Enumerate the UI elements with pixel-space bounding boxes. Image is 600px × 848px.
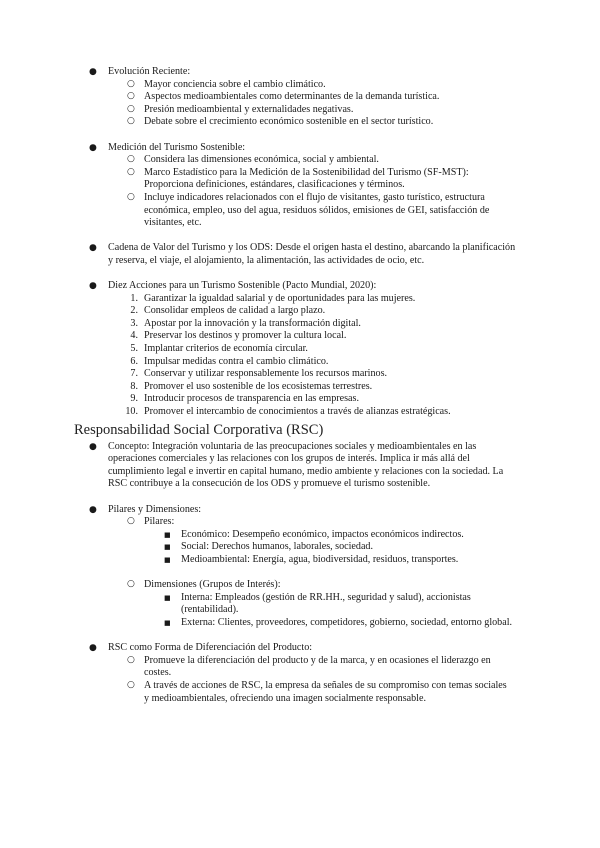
list-item — [0, 617, 600, 630]
concepto-text: Concepto: Integración voluntaria de las preocupaciones sociales y medioambientales en las operaciones comerciales y las relaciones con los grupos de interés. Implica ir más allá del cumplimiento legal e invertir en capital humano, medio ambiente y relaciones con la sociedad. La RSC contribuye a la consecución de los ODS y promueve el turismo sostenible. — [108, 440, 504, 490]
item-text: Conservar y utilizar responsablemente los recursos marinos. — [144, 368, 388, 380]
numbered-item — [0, 318, 600, 331]
bullet-circle-icon: ○ — [127, 154, 135, 165]
item-text: Implantar criterios de economía circular. — [144, 343, 308, 355]
item-number: 6. — [130, 355, 138, 367]
bullet-circle-icon: ○ — [127, 654, 135, 665]
list-item-text: Aspectos medioambientales como determinantes de la demanda turística. — [144, 91, 440, 103]
bullet-circle-icon: ○ — [127, 116, 135, 127]
bullet-circle-icon: ○ — [127, 103, 135, 114]
bullet-disc-icon: ● — [89, 142, 97, 153]
bullet-square-icon: ■ — [164, 618, 171, 627]
section-heading-rsc: Responsabilidad Social Corporativa (RSC) — [74, 421, 324, 438]
bullet-circle-icon: ○ — [127, 191, 135, 202]
cadena-text: Cadena de Valor del Turismo y los ODS: Desde el origen hasta el destino, abarcando la planificación y reserva, el viaje, el alojamiento, la alimentación, las actividades de ocio, etc. — [108, 242, 516, 266]
item-number: 5. — [130, 343, 138, 355]
diferenciacion-title: RSC como Forma de Diferenciación del Producto: — [108, 642, 313, 654]
numbered-item — [0, 381, 600, 394]
item-number: 8. — [130, 380, 138, 392]
item-text: Preservar los destinos y promover la cultura local. — [144, 330, 347, 342]
bullet-disc-icon: ● — [89, 243, 97, 254]
list-item-diez-acciones — [0, 280, 600, 293]
numbered-item — [0, 293, 600, 306]
item-text: Apostar por la innovación y la transformación digital. — [144, 317, 361, 329]
list-item — [0, 91, 600, 104]
list-item-text: Marco Estadístico para la Medición de la Sostenibilidad del Turismo (SF-MST): Proporciona definiciones, estándares, clasificaciones y términos. — [144, 166, 469, 191]
list-item-diferenciacion — [0, 642, 600, 655]
list-item-text: Presión medioambiental y externalidades negativas. — [144, 103, 354, 115]
bullet-circle-icon: ○ — [127, 516, 135, 527]
pilares-dimensiones-title: Pilares y Dimensiones: — [108, 503, 202, 515]
bullet-disc-icon: ● — [89, 643, 97, 654]
list-item-concepto — [0, 441, 600, 491]
bullet-disc-icon: ● — [89, 441, 97, 452]
diez-title: Diez Acciones para un Turismo Sostenible (Pacto Mundial, 2020): — [108, 280, 377, 292]
list-item-text: A través de acciones de RSC, la empresa da señales de su compromiso con temas sociales y medioambientales, ofreciendo una imagen socialmente responsable. — [144, 679, 507, 704]
list-item — [0, 192, 600, 230]
list-item — [0, 592, 600, 617]
bullet-circle-icon: ○ — [127, 679, 135, 690]
bullet-disc-icon: ● — [89, 67, 97, 77]
bullet-circle-icon: ○ — [127, 91, 135, 102]
item-text: Impulsar medidas contra el cambio climático. — [144, 355, 329, 367]
item-number: 1. — [130, 292, 138, 304]
item-number: 7. — [130, 368, 138, 380]
item-text: Promover el uso sostenible de los ecosistemas terrestres. — [144, 380, 373, 392]
item-number: 3. — [130, 317, 138, 329]
evolucion-title: Evolución Reciente: — [108, 66, 191, 77]
list-item-text: Externa: Clientes, proveedores, competidores, gobierno, sociedad, entorno global. — [181, 616, 513, 628]
bullet-square-icon: ■ — [164, 530, 171, 539]
item-text: Garantizar la igualdad salarial y de oportunidades para las mujeres. — [144, 292, 416, 304]
item-number: 2. — [130, 305, 138, 317]
list-item — [0, 529, 600, 542]
list-item-medicion — [0, 142, 600, 155]
bullet-circle-icon: ○ — [127, 579, 135, 590]
bullet-circle-icon: ○ — [127, 78, 135, 89]
list-item — [0, 167, 600, 192]
list-item-text: Interna: Empleados (gestión de RR.HH., seguridad y salud), accionistas (rentabilidad). — [181, 591, 471, 616]
numbered-item — [0, 305, 600, 318]
list-item — [0, 154, 600, 167]
bullet-square-icon: ■ — [164, 593, 171, 602]
list-item-cadena — [0, 242, 600, 267]
list-item-text: Promueve la diferenciación del producto y de la marca, y en ocasiones el liderazgo en costes. — [144, 654, 491, 679]
bullet-disc-icon: ● — [89, 281, 97, 292]
list-item-text: Mayor conciencia sobre el cambio climático. — [144, 78, 326, 90]
list-item — [0, 104, 600, 117]
list-item-text: Incluye indicadores relacionados con el flujo de visitantes, gasto turístico, estructura económica, empleo, uso del agua, residuos sólidos, emisiones de GEI, satisfacción de visitantes, etc. — [144, 191, 490, 229]
numbered-item — [0, 368, 600, 381]
item-number: 10. — [125, 406, 138, 418]
numbered-item — [0, 406, 600, 419]
list-item — [0, 79, 600, 92]
dimensiones-title: Dimensiones (Grupos de Interés): — [144, 579, 281, 591]
list-item-evolucion — [0, 66, 600, 79]
list-item-text: Económico: Desempeño económico, impactos económicos indirectos. — [181, 528, 464, 540]
item-text: Introducir procesos de transparencia en las empresas. — [144, 393, 359, 405]
document-content — [0, 66, 600, 705]
bullet-square-icon: ■ — [164, 555, 171, 564]
list-item-text: Social: Derechos humanos, laborales, sociedad. — [181, 541, 374, 553]
numbered-item — [0, 343, 600, 356]
list-item-text: Debate sobre el crecimiento económico sostenible en el sector turístico. — [144, 116, 434, 128]
list-item — [0, 554, 600, 567]
numbered-item — [0, 356, 600, 369]
list-item-dimensiones — [0, 579, 600, 592]
bullet-disc-icon: ● — [89, 504, 97, 515]
list-item-text: Medioambiental: Energía, agua, biodiversidad, residuos, transportes. — [181, 553, 459, 565]
item-text: Promover el intercambio de conocimientos a través de alianzas estratégicas. — [144, 406, 451, 418]
list-item-text: Considera las dimensiones económica, social y ambiental. — [144, 154, 379, 166]
bullet-circle-icon: ○ — [127, 166, 135, 177]
item-number: 9. — [130, 393, 138, 405]
list-item — [0, 680, 600, 705]
list-item — [0, 655, 600, 680]
bullet-square-icon: ■ — [164, 543, 171, 552]
list-item — [0, 116, 600, 129]
numbered-item — [0, 330, 600, 343]
pilares-title: Pilares: — [144, 516, 175, 528]
list-item — [0, 541, 600, 554]
numbered-item — [0, 393, 600, 406]
item-text: Consolidar empleos de calidad a largo plazo. — [144, 305, 326, 317]
list-item-pilares — [0, 516, 600, 529]
list-item-pilares-dimensiones — [0, 504, 600, 517]
medicion-title: Medición del Turismo Sostenible: — [108, 141, 246, 153]
item-number: 4. — [130, 330, 138, 342]
